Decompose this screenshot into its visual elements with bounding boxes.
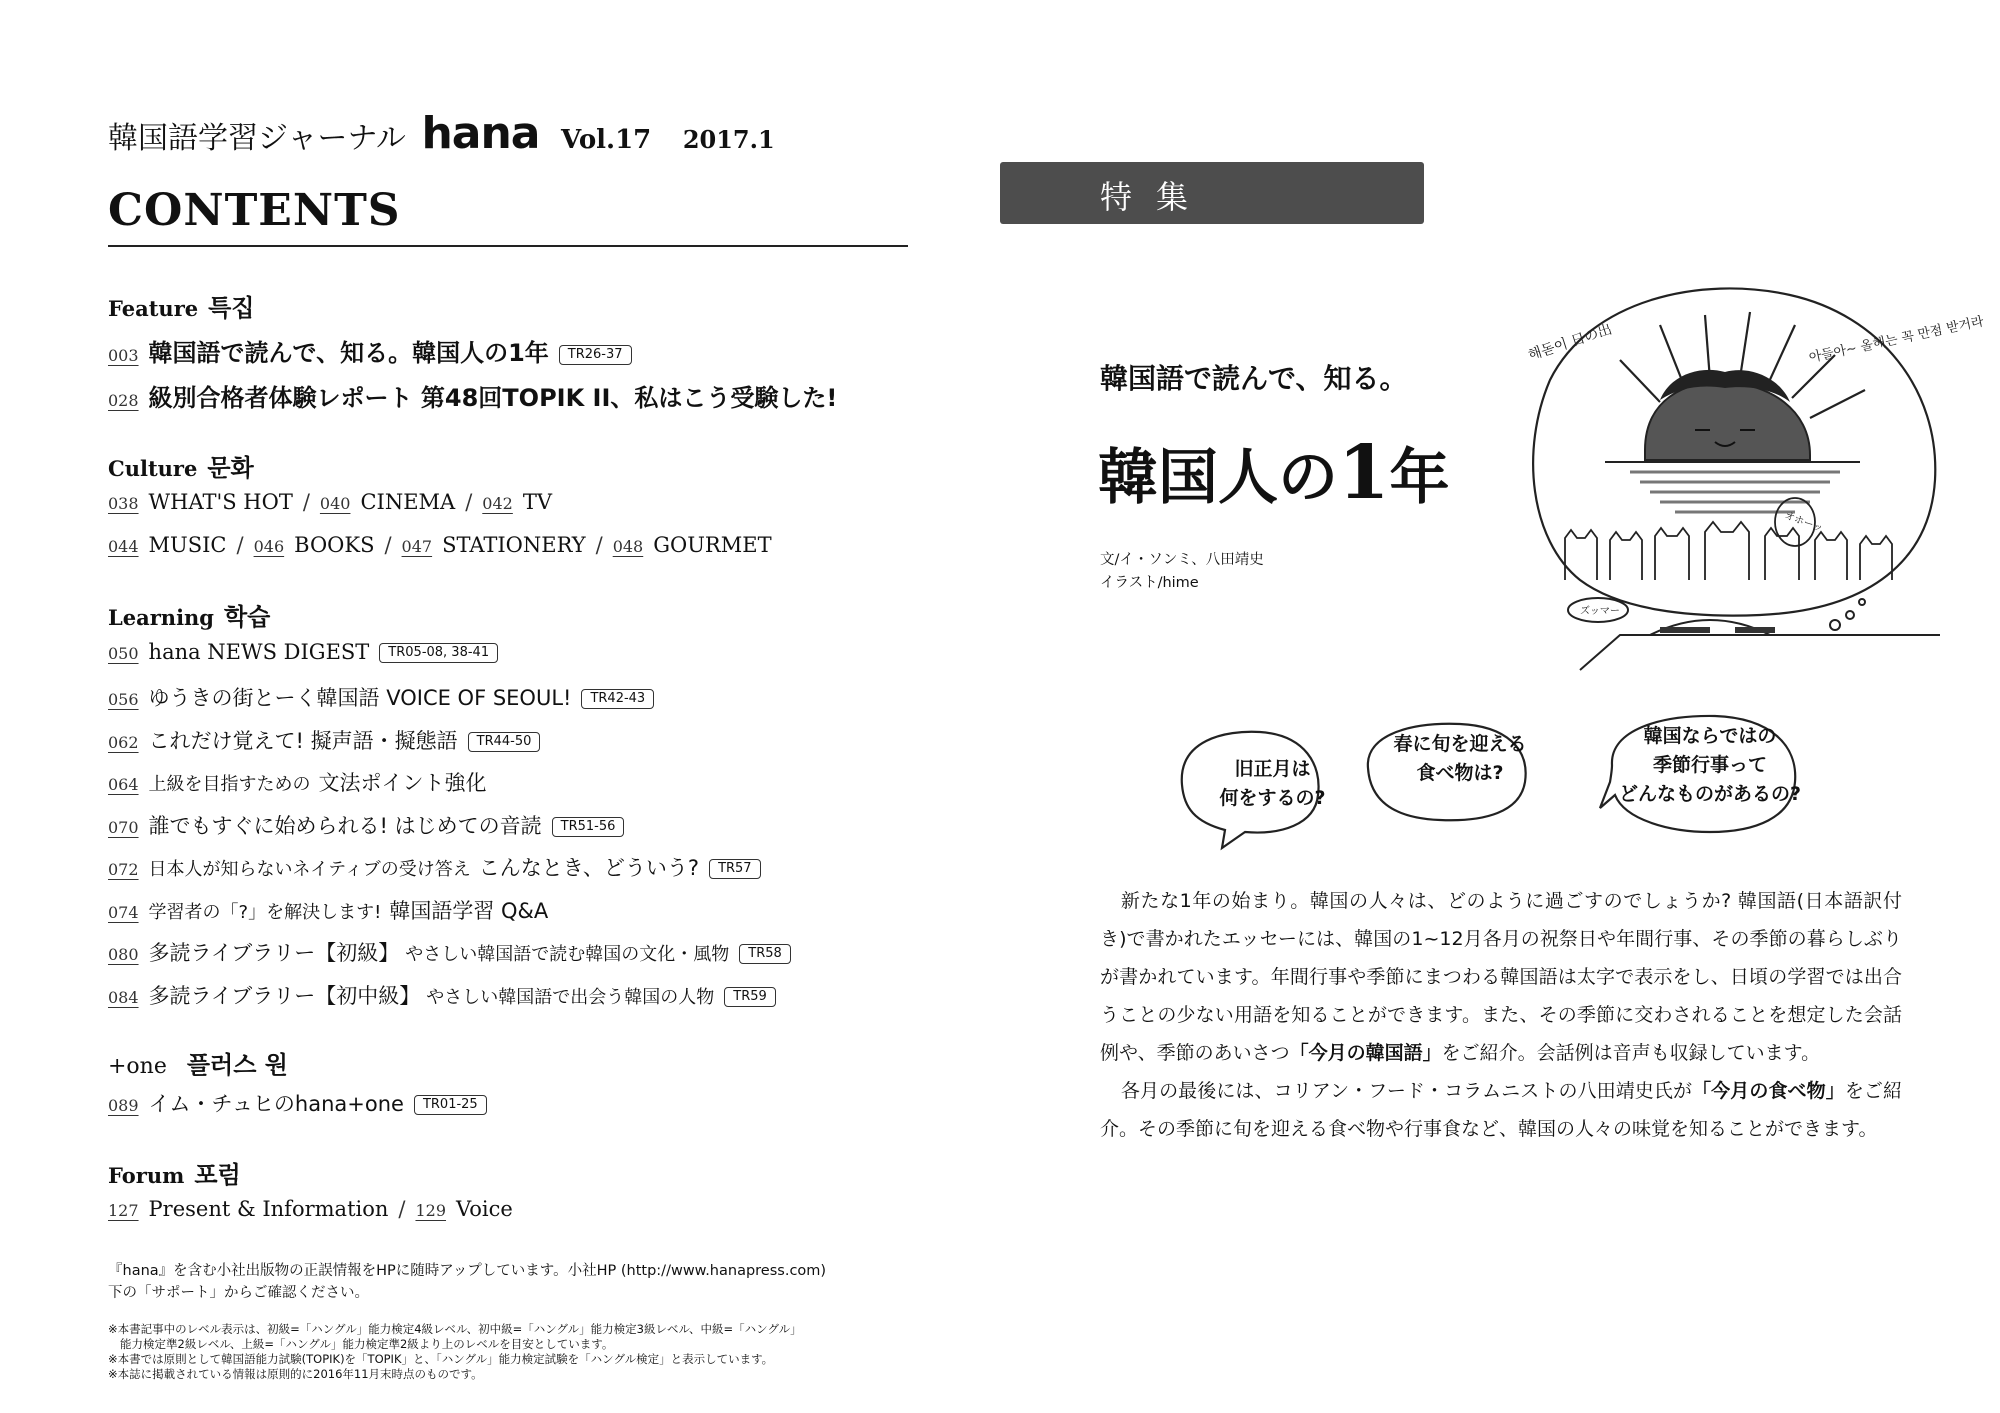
- errata-note: [108, 1260, 918, 1304]
- page-number: 044: [108, 537, 139, 556]
- toc-entry[interactable]: [108, 1197, 388, 1221]
- section-en: Feature: [108, 296, 199, 321]
- title-divider: [108, 245, 908, 247]
- entry-title: ゆうきの街とーく韓国語 VOICE OF SEOUL!: [148, 686, 572, 710]
- section-ko: 특집: [208, 294, 255, 322]
- entry-title: 多読ライブラリー【初中級】: [148, 984, 421, 1008]
- fine-line: ※本書では原則として韓国語能力試験(TOPIK)を「TOPIK」と、「ハングル」能力検定試験を「ハングル検定」と表示しています。: [108, 1352, 774, 1366]
- contents-page: [0, 0, 990, 1413]
- entry-title: MUSIC: [148, 533, 227, 557]
- page-number: 080: [108, 945, 139, 964]
- magazine-prefix: 韓国語学習ジャーナル: [108, 121, 406, 156]
- entry-title: これだけ覚えて! 擬声語・擬態語: [148, 729, 458, 753]
- bubble-question-3: [1615, 722, 1805, 809]
- section-en: Culture: [108, 456, 198, 481]
- toc-entry[interactable]: [108, 378, 837, 413]
- separator: /: [465, 490, 473, 514]
- bubble-line: 季節行事って: [1652, 754, 1767, 776]
- feature-headline: [1098, 430, 1450, 516]
- page-number: 003: [108, 346, 139, 365]
- track-badge: TR01-25: [414, 1095, 487, 1115]
- entry-title: CINEMA: [360, 490, 456, 514]
- separator: /: [595, 533, 603, 557]
- entry-title: STATIONERY: [442, 533, 586, 557]
- entry-subtitle: 上級を目指すための: [148, 774, 311, 795]
- page-number: 089: [108, 1096, 139, 1115]
- headline-text: 年: [1389, 443, 1450, 513]
- entry-title: こんなとき、どういう?: [478, 856, 700, 880]
- separator: /: [236, 533, 244, 557]
- toc-entry[interactable]: [108, 533, 227, 557]
- track-badge: TR42-43: [581, 689, 654, 709]
- entry-subtitle: 学習者の「?」を解決します!: [148, 902, 382, 923]
- entry-subtitle: 日本人が知らないネイティブの受け答え: [148, 859, 471, 880]
- bubble-line: どんなものがあるの?: [1618, 783, 1802, 805]
- separator: /: [384, 533, 392, 557]
- feature-intro-body: [1100, 882, 1902, 1148]
- toc-entry[interactable]: [108, 682, 654, 712]
- headline-number: 1: [1338, 430, 1390, 516]
- headline-text: 韓国人の: [1098, 443, 1338, 513]
- body-bold: 「今月の食べ物」: [1692, 1080, 1845, 1102]
- toc-entry[interactable]: [254, 533, 375, 557]
- entry-title: 多読ライブラリー【初級】: [148, 941, 400, 965]
- feature-kicker: 韓国語で読んで、知る。: [1100, 362, 1408, 395]
- page-number: 047: [401, 537, 433, 556]
- entry-title: BOOKS: [294, 533, 375, 557]
- fine-line: 能力検定準2級レベル、上級=「ハングル」能力検定準2級より上のレベルを目安としています。: [120, 1337, 614, 1351]
- body-text: 新たな1年の始まり。韓国の人々は、どのように過ごすのでしょうか? 韓国語(日本語訳付き)で書かれたエッセーには、韓国の1~12月各月の祝祭日や年間行事、その季節の暮らしぶりが書かれています。年間行事や季節にまつわる韓国語は太字で表示をし、日頃の学習では出合うことの少ない用語を知ることができます。また、その季節に交わされることを想定した会話例や、季節のあいさつ: [1100, 890, 1902, 1064]
- track-badge: TR44-50: [468, 732, 541, 752]
- page-number: 046: [253, 537, 285, 556]
- cat-sunrise-illustration: [1510, 280, 1986, 690]
- entry-title: TV: [522, 490, 553, 514]
- section-feature-heading: [108, 288, 255, 323]
- bubble-line: 何をするの?: [1219, 787, 1326, 809]
- illustration-text-right: 아들아~ 올해는 꼭 만점 받거라: [1807, 314, 1986, 366]
- page-number: 127: [108, 1201, 139, 1220]
- toc-entry[interactable]: [108, 333, 632, 368]
- illustration-text-sleep: ズッマー: [1580, 606, 1620, 617]
- section-plusone-heading: [108, 1045, 288, 1080]
- magazine-masthead: [108, 108, 775, 159]
- toc-entry[interactable]: [613, 533, 772, 557]
- toc-forum-row: [108, 1197, 513, 1221]
- track-badge: TR51-56: [552, 817, 625, 837]
- toc-entry[interactable]: [402, 533, 586, 557]
- entry-title: 級別合格者体験レポート 第48回TOPIK II、私はこう受験した!: [148, 384, 838, 412]
- feature-page: [990, 0, 2000, 1413]
- separator: /: [398, 1197, 406, 1221]
- entry-subtitle: やさしい韓国語で出会う韓国の人物: [426, 987, 715, 1008]
- entry-title: イム・チュヒのhana+one: [148, 1092, 404, 1116]
- page-number: 040: [319, 494, 351, 513]
- body-text: 各月の最後には、コリアン・フード・コラムニストの八田靖史氏が: [1120, 1080, 1693, 1102]
- toc-entry[interactable]: [108, 852, 761, 882]
- section-forum-heading: [108, 1155, 241, 1190]
- toc-entry[interactable]: [108, 725, 540, 755]
- page-number: 084: [108, 988, 139, 1007]
- toc-entry[interactable]: [108, 767, 487, 797]
- feature-tab-label: 特集: [1100, 178, 1213, 216]
- bubble-line: 韓国ならではの: [1643, 725, 1777, 747]
- page-number: 028: [108, 391, 139, 410]
- section-learning-heading: [108, 597, 270, 632]
- section-en: +one: [108, 1054, 167, 1079]
- page-number: 050: [108, 644, 139, 663]
- toc-entry[interactable]: [482, 490, 552, 514]
- body-text: をご紹介。会話例は音声も収録しています。: [1441, 1042, 1821, 1064]
- volume-label: Vol.17: [561, 125, 652, 155]
- bubble-line: 春に旬を迎える: [1393, 733, 1527, 755]
- track-badge: TR59: [724, 987, 776, 1007]
- toc-entry[interactable]: [108, 810, 624, 840]
- page-number: 129: [415, 1201, 447, 1220]
- toc-entry[interactable]: [108, 895, 548, 925]
- entry-title: hana NEWS DIGEST: [148, 640, 370, 664]
- fine-line: ※本誌に掲載されている情報は原則的に2016年11月末時点のものです。: [108, 1367, 483, 1381]
- page-number: 042: [482, 494, 513, 513]
- brand-logo: hana: [421, 108, 540, 159]
- toc-entry[interactable]: [415, 1197, 512, 1221]
- contents-title: CONTENTS: [108, 185, 401, 236]
- illustration-text-ohoho: オホーッ: [1782, 510, 1825, 535]
- issue-date: 2017.1: [682, 125, 775, 154]
- entry-title: GOURMET: [653, 533, 772, 557]
- toc-entry[interactable]: [320, 490, 455, 514]
- page-number: 064: [108, 775, 139, 794]
- entry-title: 韓国語学習 Q&A: [389, 899, 549, 923]
- errata-line: 下の「サポート」からご確認ください。: [108, 1285, 369, 1301]
- section-en: Forum: [108, 1163, 185, 1188]
- feature-tab: [1000, 162, 1424, 224]
- toc-entry[interactable]: [108, 490, 293, 514]
- entry-title: WHAT'S HOT: [148, 490, 293, 514]
- section-culture-heading: [108, 448, 254, 483]
- section-ko: 문화: [207, 454, 254, 482]
- section-ko: 학습: [224, 603, 271, 631]
- fine-print: [108, 1322, 928, 1382]
- page-number: 074: [108, 903, 139, 922]
- illustrator-credit: イラスト/hime: [1100, 575, 1199, 591]
- page-number: 056: [108, 690, 139, 709]
- bubble-question-2: [1380, 730, 1540, 788]
- separator: /: [302, 490, 310, 514]
- writer-credit: 文/イ・ソンミ、八田靖史: [1100, 552, 1264, 568]
- page-number: 072: [108, 860, 139, 879]
- section-ko: 플러스 원: [186, 1051, 288, 1079]
- toc-entry[interactable]: [108, 937, 791, 967]
- track-badge: TR05-08, 38-41: [379, 643, 498, 663]
- page-number: 062: [108, 733, 139, 752]
- page-number: 038: [108, 494, 139, 513]
- bubble-line: 旧正月は: [1234, 758, 1311, 780]
- illustration-text-left: 해돋이 日の出: [1526, 321, 1615, 364]
- page-number: 048: [612, 537, 644, 556]
- track-badge: TR26-37: [559, 345, 632, 365]
- entry-title: 韓国語で読んで、知る。韓国人の1年: [148, 339, 549, 367]
- page-number: 070: [108, 818, 139, 837]
- track-badge: TR57: [709, 859, 761, 879]
- entry-title: 誰でもすぐに始められる! はじめての音読: [148, 814, 542, 838]
- errata-line: 『hana』を含む小社出版物の正誤情報をHPに随時アップしています。小社HP (http://www.hanapress.com): [108, 1263, 827, 1279]
- entry-subtitle: やさしい韓国語で読む韓国の文化・風物: [405, 944, 730, 965]
- track-badge: TR58: [739, 944, 791, 964]
- toc-culture-row-1: [108, 490, 552, 514]
- body-bold: 「今月の韓国語」: [1289, 1042, 1442, 1064]
- toc-entry[interactable]: [108, 1088, 487, 1118]
- bubble-line: 食べ物は?: [1416, 762, 1504, 784]
- body-paragraph-2: [1100, 1072, 1902, 1148]
- entry-title: 文法ポイント強化: [318, 771, 487, 795]
- toc-entry[interactable]: [108, 980, 776, 1010]
- section-ko: 포럼: [194, 1161, 241, 1189]
- toc-entry[interactable]: [108, 640, 498, 666]
- fine-line: ※本書記事中のレベル表示は、初級=「ハングル」能力検定4級レベル、初中級=「ハングル」能力検定3級レベル、中級=「ハングル」: [108, 1322, 802, 1336]
- entry-title: Present & Information: [148, 1197, 389, 1221]
- entry-title: Voice: [456, 1197, 513, 1221]
- bubble-question-1: [1200, 755, 1345, 813]
- body-text: をご紹介。その季節に旬を迎える食べ物や行事食など、韓国の人々の味覚を知ることができます。: [1100, 1080, 1902, 1140]
- toc-culture-row-2: [108, 533, 772, 557]
- section-en: Learning: [108, 605, 214, 630]
- body-paragraph-1: [1100, 882, 1902, 1072]
